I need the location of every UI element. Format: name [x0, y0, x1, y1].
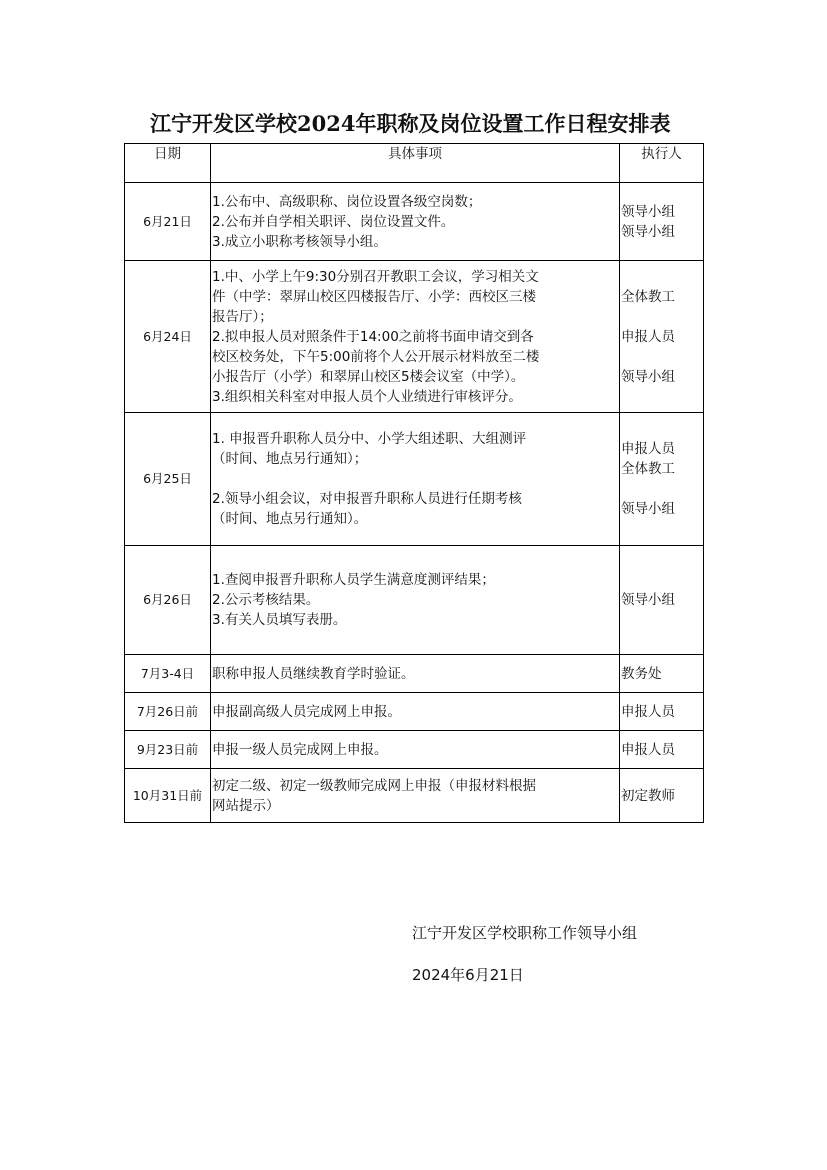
table-row [125, 183, 704, 261]
item-line: 报告厅）； [212, 308, 273, 325]
table-row [125, 655, 704, 693]
row-items [211, 693, 620, 731]
row-date: 6月25日 [125, 413, 211, 546]
exec-line: 全体教工 [621, 288, 675, 305]
item-line: （时间、地点另行通知）； [212, 451, 368, 467]
row-exec [620, 546, 704, 655]
signature-date: 2024年6月21日 [412, 966, 524, 984]
row-exec [620, 731, 704, 769]
exec-line: 领导小组 [621, 223, 675, 240]
exec-line: 初定教师 [621, 787, 675, 804]
exec-line: 领导小组 [621, 501, 675, 517]
row-items [211, 413, 620, 546]
item-line: （时间、地点另行通知）。 [212, 511, 368, 527]
item-line: 职称申报人员继续教育学时验证。 [212, 665, 415, 682]
item-line: 网站提示） [212, 797, 280, 814]
item-line: 1. 申报晋升职称人员分中、小学大组述职、大组测评 [212, 431, 527, 447]
exec-line: 领导小组 [621, 203, 675, 220]
table-row [125, 546, 704, 655]
item-line: 2.领导小组会议，对申报晋升职称人员进行任期考核 [212, 491, 522, 507]
row-items [211, 731, 620, 769]
row-date: 7月26日前 [125, 693, 211, 731]
item-line: 1.公布中、高级职称、岗位设置各级空岗数； [212, 193, 482, 210]
schedule-table [124, 143, 704, 823]
item-line: 初定二级、初定一级教师完成网上申报（申报材料根据 [212, 777, 536, 794]
row-items [211, 546, 620, 655]
item-line: 2.公示考核结果。 [212, 592, 320, 608]
item-line: 申报一级人员完成网上申报。 [212, 741, 388, 758]
exec-line: 申报人员 [621, 441, 675, 457]
item-line: 件（中学：翠屏山校区四楼报告厅、小学：西校区三楼 [212, 288, 536, 305]
exec-line: 申报人员 [621, 328, 675, 345]
row-exec [620, 693, 704, 731]
signature-org: 江宁开发区学校职称工作领导小组 [412, 924, 638, 942]
item-line: 2.公布并自学相关职评、岗位设置文件。 [212, 213, 455, 230]
item-line: 3.成立小职称考核领导小组。 [212, 233, 387, 250]
row-items [211, 769, 620, 823]
row-date: 10月31日前 [125, 769, 211, 823]
row-exec [620, 769, 704, 823]
exec-line: 领导小组 [621, 592, 675, 608]
row-items [211, 183, 620, 261]
table-row [125, 261, 704, 413]
exec-line: 申报人员 [621, 741, 675, 758]
item-line: 小报告厅（小学）和翠屏山校区5楼会议室（中学）。 [212, 368, 525, 385]
row-exec [620, 413, 704, 546]
row-date: 6月24日 [125, 261, 211, 413]
item-line: 校区校务处，下午5:00前将个人公开展示材料放至二楼 [212, 348, 540, 365]
table-row [125, 731, 704, 769]
row-date: 7月3-4日 [125, 655, 211, 693]
item-line: 3.有关人员填写表册。 [212, 612, 347, 628]
table-row [125, 413, 704, 546]
item-line: 申报副高级人员完成网上申报。 [212, 703, 401, 720]
exec-line: 教务处 [621, 665, 662, 682]
item-line: 1.查阅申报晋升职称人员学生满意度测评结果； [212, 572, 495, 588]
row-exec [620, 655, 704, 693]
row-items [211, 655, 620, 693]
exec-line: 领导小组 [621, 368, 675, 385]
header-items: 具体事项 [211, 144, 620, 183]
row-exec [620, 183, 704, 261]
table-row [125, 693, 704, 731]
page-title: 江宁开发区学校2024年职称及岗位设置工作日程安排表 [150, 111, 671, 136]
row-date: 6月26日 [125, 546, 211, 655]
table-row [125, 769, 704, 823]
item-line: 1.中、小学上午9:30分别召开教职工会议，学习相关文 [212, 268, 539, 285]
item-line: 3.组织相关科室对申报人员个人业绩进行审核评分。 [212, 388, 522, 405]
row-exec [620, 261, 704, 413]
header-date: 日期 [125, 144, 211, 183]
header-exec: 执行人 [620, 144, 704, 183]
row-items [211, 261, 620, 413]
row-date: 6月21日 [125, 183, 211, 261]
exec-line: 申报人员 [621, 703, 675, 720]
row-date: 9月23日前 [125, 731, 211, 769]
exec-line: 全体教工 [621, 461, 675, 477]
table-header-row [125, 144, 704, 183]
item-line: 2.拟申报人员对照条件于14:00之前将书面申请交到各 [212, 328, 534, 345]
